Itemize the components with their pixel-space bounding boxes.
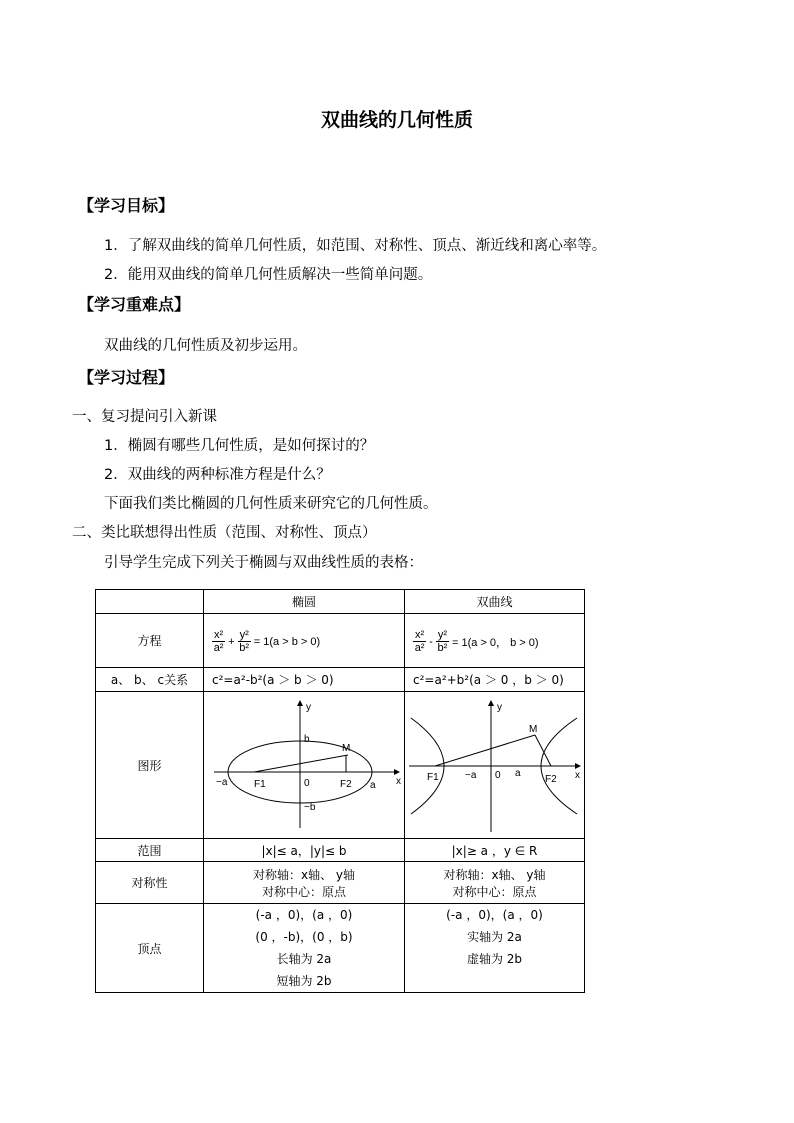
vertex-line: 虚轴为 2b — [466, 952, 523, 966]
row-label: 顶点 — [96, 904, 204, 993]
section-process-heading: 【学习过程】 — [78, 368, 175, 387]
axis-y-label: y — [306, 702, 311, 713]
table-row — [96, 614, 585, 668]
header-cell — [96, 590, 204, 614]
fraction-denominator: b² — [239, 642, 250, 654]
table-row — [96, 839, 585, 862]
row-label: 方程 — [96, 614, 204, 668]
symmetry-axis: 对称轴：x轴、 y轴 — [443, 867, 546, 882]
hyperbola-relation: c²=a²+b²(a ＞ 0 ，b ＞ 0) — [405, 668, 585, 692]
equation-rhs: = 1(a > b > 0) — [253, 635, 321, 648]
header-cell: 双曲线 — [405, 590, 585, 614]
page-title: 双曲线的几何性质 — [320, 109, 473, 131]
label-a: a — [515, 768, 521, 779]
section-difficulty-heading: 【学习重难点】 — [78, 295, 191, 314]
row-label: 图形 — [96, 692, 204, 839]
table-header-row — [96, 590, 585, 614]
fraction-numerator: x² — [214, 629, 224, 641]
fraction-numerator: y² — [239, 629, 249, 641]
axis-x-label: x — [396, 776, 401, 787]
label-origin: 0 — [495, 770, 501, 781]
fraction-denominator: a² — [414, 642, 425, 654]
symmetry-axis: 对称轴：x轴、 y轴 — [252, 867, 356, 882]
goal-item: 2．能用双曲线的简单几何性质解决一些简单问题。 — [104, 267, 433, 283]
label-m: M — [342, 743, 351, 754]
fraction-denominator: a² — [213, 642, 224, 654]
difficulty-text: 双曲线的几何性质及初步运用。 — [104, 338, 307, 354]
ellipse-figure — [204, 692, 404, 835]
table-row — [96, 862, 585, 904]
vertex-line: 实轴为 2a — [467, 930, 522, 944]
ellipse-range: |x|≤ a，|y|≤ b — [204, 839, 405, 862]
part1-item: 下面我们类比椭圆的几何性质来研究它的几何性质。 — [104, 496, 438, 512]
ellipse-relation: c²=a²-b²(a ＞ b ＞ 0) — [204, 668, 405, 692]
vertex-line: (-a ，0)，(a ，0) — [446, 908, 543, 922]
label-origin: 0 — [304, 778, 310, 789]
vertex-line: (0 ，-b)，(0 ，b) — [255, 930, 353, 944]
symmetry-center: 对称中心：原点 — [452, 884, 537, 899]
fraction-numerator: x² — [415, 629, 425, 641]
row-label: 范围 — [96, 839, 204, 862]
table-row — [96, 692, 585, 839]
symmetry-center: 对称中心：原点 — [261, 884, 346, 899]
comparison-table — [95, 589, 585, 993]
label-m: M — [529, 724, 538, 735]
ellipse-symmetry — [204, 862, 405, 904]
operator: - — [429, 635, 433, 648]
label-neg-a: −a — [465, 770, 477, 781]
table-row — [96, 904, 585, 993]
label-b: b — [304, 734, 310, 745]
hyperbola-figure — [405, 692, 584, 835]
hyperbola-symmetry — [405, 862, 585, 904]
row-label: a、 b、 c关系 — [96, 668, 204, 692]
axis-x-label: x — [575, 770, 580, 781]
vertex-line: 短轴为 2b — [276, 974, 332, 988]
section-goals-heading: 【学习目标】 — [78, 196, 175, 215]
label-a: a — [370, 780, 376, 791]
label-f1: F1 — [254, 779, 266, 790]
ellipse-equation — [204, 614, 405, 668]
label-neg-a: −a — [216, 777, 228, 788]
header-cell: 椭圆 — [204, 590, 405, 614]
hyperbola-figure-cell — [405, 692, 585, 839]
ellipse-vertex — [204, 904, 405, 993]
operator: + — [228, 635, 235, 648]
part1-item: 1．椭圆有哪些几何性质，是如何探讨的？ — [104, 438, 375, 454]
equation-rhs: = 1(a > 0， b > 0) — [452, 636, 539, 649]
label-f2: F2 — [545, 774, 557, 785]
hyperbola-equation — [405, 614, 585, 668]
part1-heading: 一、复习提问引入新课 — [72, 409, 217, 425]
label-f2: F2 — [340, 779, 352, 790]
hyperbola-vertex — [405, 904, 585, 993]
label-f1: F1 — [427, 772, 439, 783]
axis-y-label: y — [497, 702, 502, 713]
vertex-line: (-a ，0)，(a ，0) — [255, 908, 353, 922]
part1-item: 2．双曲线的两种标准方程是什么？ — [104, 467, 331, 483]
label-neg-b: −b — [304, 802, 316, 813]
part2-heading: 二、类比联想得出性质（范围、对称性、顶点） — [72, 525, 377, 541]
goal-item: 1．了解双曲线的简单几何性质，如范围、对称性、顶点、渐近线和离心率等。 — [104, 238, 607, 254]
table-row — [96, 668, 585, 692]
fraction-numerator: y² — [437, 629, 448, 641]
hyperbola-range: |x|≥ a ，y ∈ R — [405, 839, 585, 862]
part2-intro: 引导学生完成下列关于椭圆与双曲线性质的表格： — [104, 555, 423, 571]
ellipse-figure-cell — [204, 692, 405, 839]
fraction-denominator: b² — [437, 642, 448, 654]
vertex-line: 长轴为 2a — [276, 952, 332, 966]
row-label: 对称性 — [96, 862, 204, 904]
